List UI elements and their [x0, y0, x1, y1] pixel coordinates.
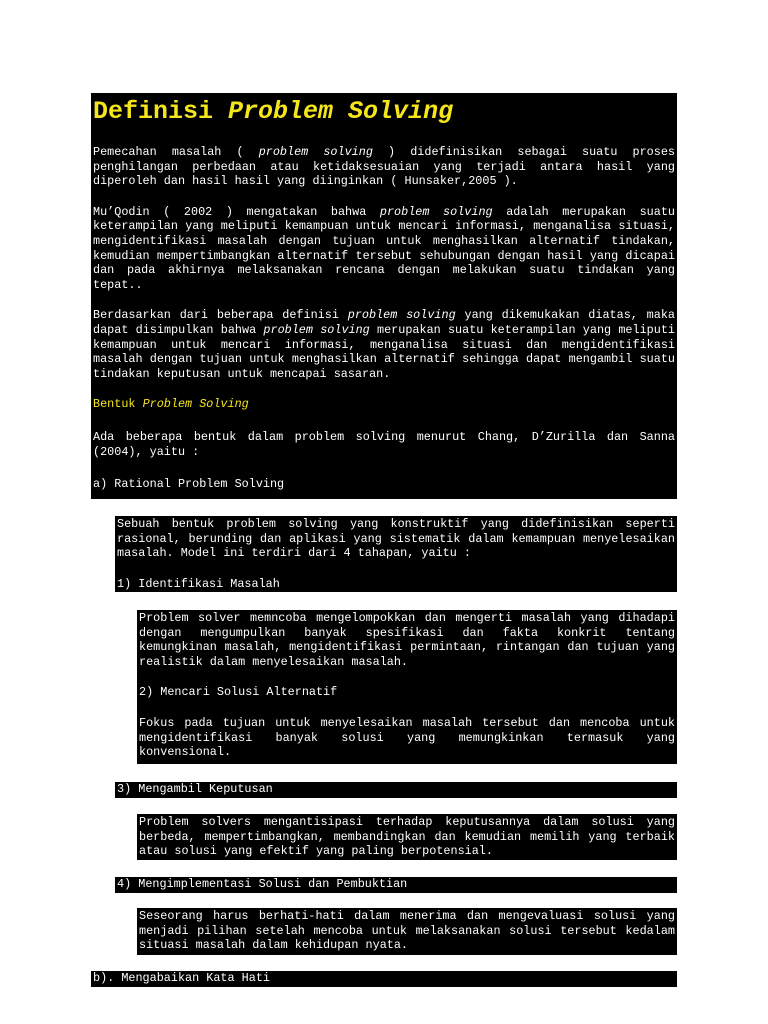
p2-emphasis: problem solving [379, 204, 493, 219]
section-heading-bentuk [93, 397, 675, 412]
main-text-block [91, 93, 677, 499]
paragraph-conclusion [93, 308, 675, 381]
p1-emphasis: problem solving [258, 145, 373, 159]
paragraph-intro-forms: Ada beberapa bentuk dalam problem solving menurut Chang, D’Zurilla dan Sanna (2004), yaitu : [93, 429, 675, 459]
bentuk-emphasis: Problem Solving [142, 397, 249, 412]
page-title [93, 96, 675, 128]
p3-text-b: yang dikemukakan diatas, maka dapat disimpulkan bahwa [93, 308, 675, 337]
heading-b-block [91, 971, 677, 987]
step-3-heading-block [115, 782, 677, 798]
step-4-description: Seseorang harus berhati-hati dalam menerima dan mengevaluasi solusi yang menjadi pilihan setelah mencoba untuk melaksanakan solusi tersebut kedalam situasi masalah dalam kehidupan nyata. [139, 909, 675, 953]
step-3-description-block [137, 814, 677, 860]
rational-description: Sebuah bentuk problem solving yang konstruktif yang didefinisikan seperti rasional, berunding dan aplikasi yang sistematik dalam kemampuan menyelesaikan masalah. Model ini terdiri dari 4 tahapan, yaitu : [117, 517, 675, 561]
steps-1-2-block [137, 610, 677, 764]
p3-emphasis-2: problem solving [263, 322, 370, 337]
paragraph-definition-1 [93, 145, 675, 189]
step-4-heading-block [115, 877, 677, 893]
step-3-description: Problem solvers mengantisipasi terhadap keputusannya dalam solusi yang berbeda, mempertimbangkan, membandingkan dan kemudian memilih yang terbaik atau solusi yang efektif yang paling berpotensial. [139, 815, 675, 859]
bentuk-plain: Bentuk [93, 397, 143, 412]
step-2-heading: 2) Mencari Solusi Alternatif [139, 685, 338, 700]
p3-text-c: merupakan suatu keterampilan yang meliputi kemampuan untuk mencari informasi, menganalisa situasi dan mengidentifikasi masalah dengan tujuan untuk menghasilkan alternatif sehingga dapat mengambil suatu tindakan keputusan untuk mencapai sasaran. [93, 322, 675, 381]
p2-text-a: Mu’Qodin ( 2002 ) mengatakan bahwa [93, 204, 380, 219]
step-2-description: Fokus pada tujuan untuk menyelesaikan masalah tersebut dan mencoba untuk mengidentifikasi banyak solusi yang memungkinkan termasuk yang konvensional. [139, 715, 675, 760]
paragraph-definition-2 [93, 205, 675, 293]
p2-text-b: adalah merupakan suatu keterampilan yang meliputi kemampuan untuk mencari informasi, menganalisa situasi, mengidentifikasi masalah dengan tujuan untuk menghasilkan alternatif tindakan, kemudian mempertimbangkan alternatif tersebut sehubungan dengan hasil yang dicapai dan pada akhirnya melaksanakan rencana dengan melakukan suatu tindakan yang tepat.. [93, 204, 675, 292]
p1-text-b: ) didefinisikan sebagai suatu proses penghilangan perbedaan atau ketidaksesuaian yang terjadi antara hasil yang diperoleh dan hasil hasil yang diinginkan ( Hunsaker,2005 ). [93, 145, 676, 189]
heading-mengabaikan-kata-hati: b). Mengabaikan Kata Hati [93, 971, 270, 985]
title-italic: Problem Solving [228, 97, 454, 126]
rational-description-block [115, 516, 677, 592]
p3-emphasis-1: problem solving [347, 308, 456, 323]
p1-text-a: Pemecahan masalah ( [93, 145, 259, 159]
p3-text-a: Berdasarkan dari beberapa definisi [93, 308, 348, 323]
step-1-description: Problem solver memncoba mengelompokkan dan mengerti masalah yang dihadapi dengan mengumpulkan banyak spesifikasi dan fakta konkrit tentang kemungkinan masalah, mengidentifikasi permintaan, rintangan dan tujuan yang realistik dalam menyelesaikan masalah. [139, 611, 675, 669]
step-4-heading: 4) Mengimplementasi Solusi dan Pembuktian [117, 877, 408, 891]
heading-rational-problem-solving: a) Rational Problem Solving [93, 477, 285, 492]
title-plain: Definisi [93, 97, 229, 126]
step-4-description-block [137, 908, 677, 955]
step-3-heading: 3) Mengambil Keputusan [117, 782, 273, 796]
step-1-heading: 1) Identifikasi Masalah [117, 576, 280, 591]
